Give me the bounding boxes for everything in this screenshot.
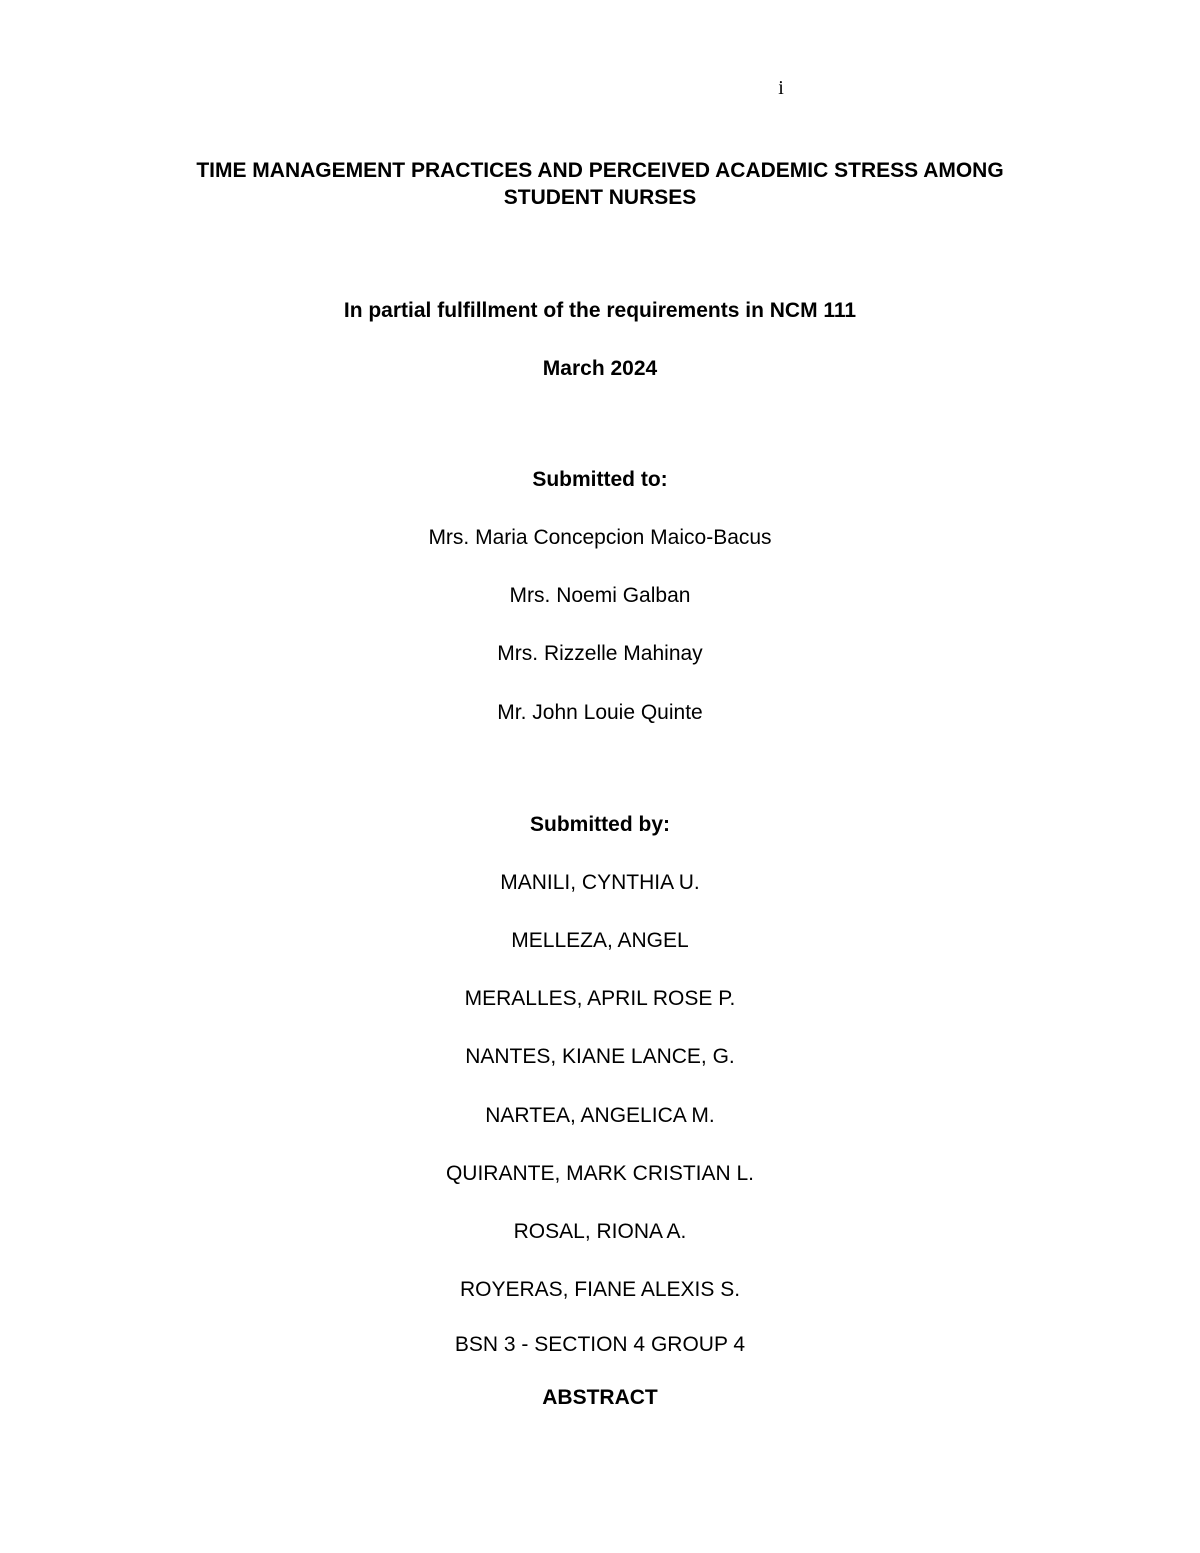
submitted-by-name: ROSAL, RIONA A. [513,1220,687,1243]
submitted-to-name: Mr. John Louie Quinte [497,701,703,724]
submitted-to-name: Mrs. Noemi Galban [509,584,691,607]
submitted-by-heading: Submitted by: [530,813,670,836]
submitted-to-name: Mrs. Maria Concepcion Maico-Bacus [428,526,772,549]
fulfillment-statement: In partial fulfillment of the requirements in NCM 111 [343,299,857,322]
submitted-by-name: MELLEZA, ANGEL [511,929,689,952]
submitted-to-name: Mrs. Rizzelle Mahinay [497,642,703,665]
submitted-by-name: MERALLES, APRIL ROSE P. [464,987,736,1010]
submission-date: March 2024 [542,357,658,380]
abstract-heading: ABSTRACT [542,1386,658,1409]
title-line-2: STUDENT NURSES [503,186,697,209]
submitted-by-name: QUIRANTE, MARK CRISTIAN L. [445,1162,755,1185]
submitted-by-name: NARTEA, ANGELICA M. [485,1104,715,1127]
submitted-by-name: MANILI, CYNTHIA U. [500,871,700,894]
submitted-by-name: NANTES, KIANE LANCE, G. [465,1045,735,1068]
section-group: BSN 3 - SECTION 4 GROUP 4 [454,1333,746,1356]
submitted-to-heading: Submitted to: [532,468,668,491]
title-line-1: TIME MANAGEMENT PRACTICES AND PERCEIVED ACADEMIC STRESS AMONG [196,159,1004,182]
page-number: i [778,77,784,99]
submitted-by-name: ROYERAS, FIANE ALEXIS S. [459,1278,741,1301]
